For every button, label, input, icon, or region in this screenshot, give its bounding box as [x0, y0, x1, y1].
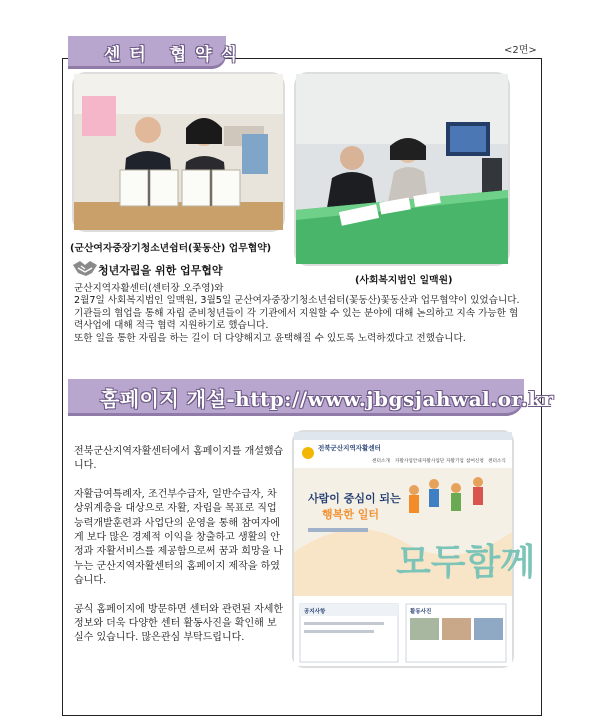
site-notice-title: 공지사항 — [304, 609, 326, 615]
section2-paragraph: 전북군산지역자활센터에서 홈페이지를 개설했습니다. — [74, 446, 284, 472]
site-nav-item: 자활기업 — [446, 459, 464, 464]
section1-paragraph: 또한 일을 통한 자립을 하는 길이 더 다양해지고 윤택해질 수 있도록 노력하겠다고 전했습니다. — [74, 332, 466, 344]
site-nav-item: 센터소개 — [372, 459, 390, 464]
section1-paragraph: 군산지역자활센터(센터장 오주영)와 — [74, 283, 224, 294]
section1-title: 센터 협약식 — [104, 45, 247, 65]
section1-body — [74, 283, 524, 345]
site-logo-text: 전북군산지역자활센터 — [318, 444, 381, 452]
homepage-screenshot — [292, 430, 536, 668]
page-number: <2면> — [504, 45, 537, 56]
site-hero-big: 모두함께 — [396, 542, 536, 583]
section2-paragraph: 자활급여특례자, 조건부수급자, 일반수급자, 차상위계층을 대상으로 자활, 자립을 목표로 직업능력개발훈련과 사업단의 운영을 통해 참여자에게 보다 많은 경제적 이익을 창출하고 생활의 안정과 자활서비스를 제공함으로써 꿈과 희망을 나누는 군산지역자활센터의 홈페이지 제작을 하였습니다. — [74, 488, 284, 587]
section2-title: 홈페이지 개설-http://www.jbgsjahwal.or.kr — [100, 387, 554, 411]
site-nav-item: 자활사업안내 — [395, 459, 422, 464]
photo-right-caption: (사회복지법인 일맥원) — [355, 275, 453, 286]
agreement-photo-left — [72, 72, 285, 232]
section1-subheading: 청년자립을 위한 업무협약 — [98, 264, 223, 277]
site-hero-line2: 행복한 일터 — [322, 508, 379, 521]
site-nav-item: 참여신청 — [466, 459, 484, 464]
site-nav-item: 센터소식 — [488, 459, 506, 464]
site-logo-icon — [302, 447, 314, 459]
site-hero-line1: 사람이 중심이 되는 — [308, 492, 401, 505]
agreement-photo-right — [294, 72, 510, 266]
section2-paragraph: 공식 홈페이지에 방문하면 센터와 관련된 자세한 정보와 더욱 다양한 센터 활동사진을 확인해 보실수 있습니다. 많은관심 부탁드립니다. — [74, 603, 284, 644]
section1-paragraph: 2월7일 사회복지법인 일맥원, 3월5일 군산여자중장기청소년쉼터(꽃동산)꽃동산과 업무협약이 있었습니다. — [74, 295, 520, 307]
photo-left-caption: (군산여자중장기청소년쉼터(꽃동산) 업무협약) — [70, 243, 272, 254]
site-nav-item: 자활사업단 — [422, 459, 445, 464]
section1-paragraph: 기관들의 협업을 통해 자립 준비청년들이 각 기관에서 지원할 수 있는 분야에 대해 논의하고 지속 가능한 협력사업에 대해 적극 협력 지원하기로 했습니다. — [74, 307, 519, 332]
section2-body — [74, 445, 284, 660]
handshake-icon — [72, 259, 98, 277]
site-photos-title: 활동사진 — [410, 609, 432, 615]
